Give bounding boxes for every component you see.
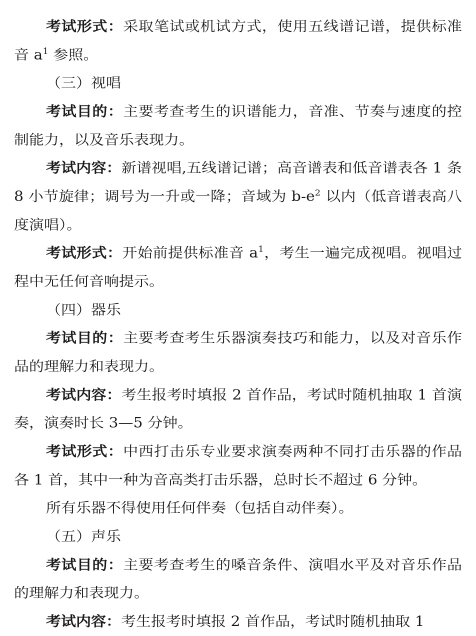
paragraph-text: 新谱视唱,五线谱记谱；高音谱表和低音谱表各 1 条 8 小节旋律；调号为一升或一降；音域为 b-e [14, 159, 462, 205]
paragraph-accompaniment-rule [14, 494, 462, 522]
paragraph-text: 中西打击乐专业要求演奏两种不同打击乐器的作品各 1 首，其中一种为音高类打击乐器，总时长不超过 6 分钟。 [14, 443, 462, 488]
paragraph-tail: ，考生一遍完成视唱。视唱过程中无任何音响提示。 [14, 244, 462, 290]
paragraph-exam-content-instrumental [14, 381, 462, 438]
paragraph-exam-form-instrumental [14, 438, 462, 495]
label-exam-purpose: 考试目的： [46, 329, 124, 347]
paragraph-tail: 以内（低音谱表高八度演唱）。 [14, 188, 462, 234]
label-exam-form: 考试形式： [46, 443, 124, 460]
section-heading-vocal: （五）声乐 [46, 528, 122, 545]
paragraph-text: 考生报考时填报 2 首作品，考试时随机抽取 1 [121, 613, 425, 630]
section-heading-sight-singing: （三）视唱 [46, 74, 122, 92]
paragraph-exam-form-sight-singing [14, 239, 462, 296]
paragraph-text: 主要考查考生乐器演奏技巧和能力，以及对音乐作品的理解力和表现力。 [14, 329, 462, 375]
label-exam-purpose: 考试目的： [46, 556, 124, 573]
paragraph-exam-content-sight-singing [14, 154, 462, 239]
paragraph-exam-form-theory [14, 13, 462, 70]
paragraph-text: 开始前提供标准音 a [122, 244, 259, 262]
label-exam-content: 考试内容： [46, 159, 122, 177]
paragraph-exam-purpose-sight-singing [14, 98, 462, 155]
paragraph-exam-purpose-instrumental [14, 324, 462, 381]
paragraph-text: 主要考查考生的嗓音条件、演唱水平及对音乐作品的理解力和表现力。 [14, 556, 462, 602]
label-exam-form: 考试形式： [46, 244, 123, 262]
paragraph-exam-purpose-vocal [14, 551, 462, 608]
label-exam-content: 考试内容： [46, 613, 122, 630]
paragraph-tail: 参照。 [48, 46, 99, 64]
paragraph-exam-content-vocal [14, 608, 462, 636]
label-exam-content: 考试内容： [46, 386, 122, 403]
superscript: 1 [258, 245, 264, 255]
paragraph-text: 主要考查考生的识谱能力，音准、节奏与速度的控制能力，以及音乐表现力。 [14, 103, 462, 149]
paragraph-text: 考生报考时填报 2 首作品，考试时随机抽取 1 首演奏，演奏时长 3—5 分钟。 [14, 386, 462, 432]
paragraph-text: 所有乐器不得使用任何伴奏（包括自动伴奏）。 [46, 499, 354, 517]
superscript: 2 [314, 189, 321, 199]
label-exam-form: 考试形式： [46, 18, 124, 35]
section-heading-instrumental: （四）器乐 [46, 301, 122, 319]
label-exam-purpose: 考试目的： [46, 103, 124, 120]
paragraph-text: 采取笔试或机试方式，使用五线谱记谱，提供标准音 a [14, 18, 462, 64]
superscript: 1 [42, 47, 49, 57]
